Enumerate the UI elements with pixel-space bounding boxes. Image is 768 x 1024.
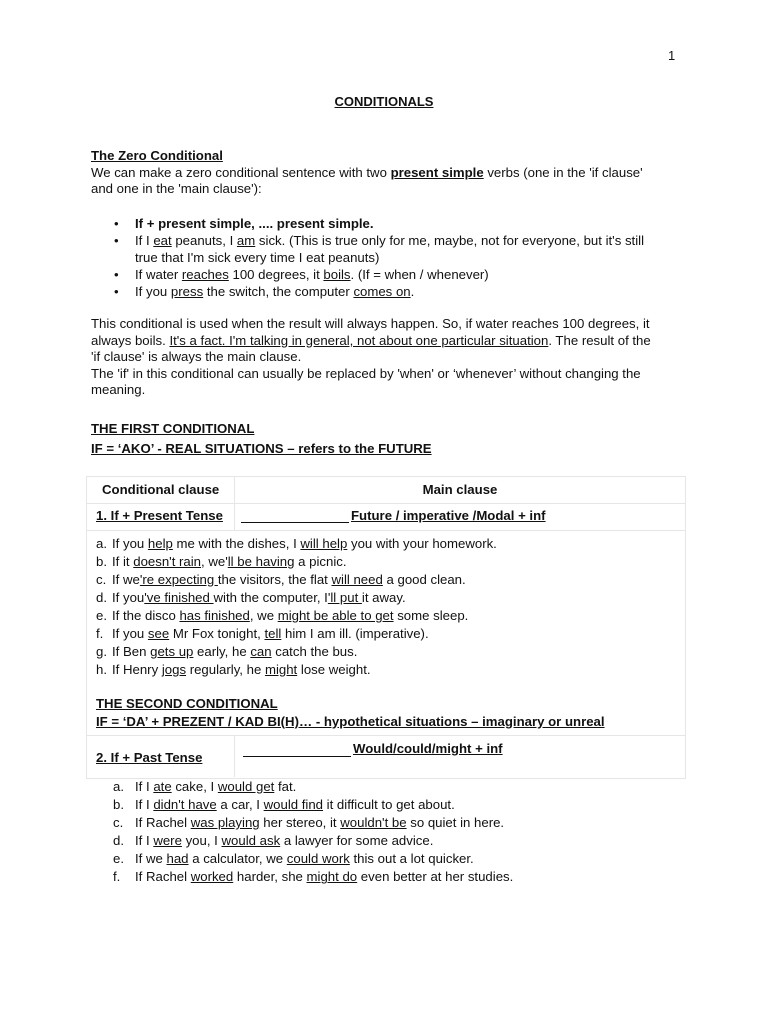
item-marker: d. (113, 833, 124, 849)
verb-form: can (250, 644, 272, 659)
example-text: fat. (274, 779, 297, 794)
item-marker: d. (96, 590, 107, 605)
example-text: a calculator, we (188, 851, 287, 867)
intro-text: and one in the 'main clause'): (91, 181, 262, 197)
example-item (113, 850, 673, 868)
verb-form: jogs (161, 662, 187, 677)
example-text: it difficult to get about. (323, 797, 455, 813)
example-item (113, 778, 673, 796)
example-text: If you (112, 536, 148, 551)
example-text: If I (135, 779, 154, 794)
blank-line (241, 522, 349, 523)
second-conditional-pattern-right: Would/could/might + inf (353, 741, 503, 756)
example-item (96, 661, 676, 679)
column-header-conditional-clause: Conditional clause (102, 482, 220, 497)
item-marker: a. (113, 779, 124, 794)
example-text: If it (112, 554, 134, 569)
list-item: • If water reaches 100 degrees, it boils. (If = when / whenever) (91, 267, 681, 284)
example-item (96, 625, 676, 643)
verb-form: ate (153, 779, 172, 794)
verb-form: didn't have (153, 797, 217, 813)
example-text: you, I (181, 833, 222, 849)
table-divider (86, 503, 685, 504)
verb-form: would get (217, 779, 275, 794)
example-text: early, he (193, 644, 251, 659)
zero-conditional-intro (91, 148, 691, 198)
list-item (91, 216, 681, 233)
verb-form: 've finished (144, 590, 214, 605)
item-marker: c. (113, 815, 124, 831)
example-text: , we (249, 608, 278, 623)
example-text: If the disco (112, 608, 180, 623)
verb-form: 're expecting (139, 572, 218, 587)
example-text: catch the bus. (271, 644, 358, 659)
example-text: you with your homework. (347, 536, 497, 551)
verb-form: were (153, 833, 182, 849)
verb-form: will help (300, 536, 348, 551)
second-conditional-heading: THE SECOND CONDITIONAL (96, 696, 278, 711)
first-conditional-pattern-right: Future / imperative /Modal + inf (351, 508, 546, 523)
second-conditional-headings (96, 696, 696, 730)
verb-form: worked (190, 869, 234, 885)
second-conditional-subheading: IF = ‘DA’ + PREZENT / KAD BI(H)… - hypothetical situations – imaginary or unreal (96, 713, 605, 729)
column-header-main-clause: Main clause (422, 482, 498, 497)
example-text: her stereo, it (259, 815, 341, 831)
verb-form: might do (306, 869, 358, 885)
verb-form: would find (263, 797, 324, 813)
example-text: a car, I (216, 797, 264, 813)
example-text: If you (112, 590, 145, 605)
example-text: If Rachel (135, 815, 191, 831)
verb-form: could work (286, 851, 350, 867)
example-text: some sleep. (393, 608, 469, 623)
example-text: a picnic. (294, 554, 347, 569)
example-item (113, 814, 673, 832)
table-divider (86, 530, 685, 531)
item-marker: c. (96, 572, 107, 587)
verb-form: doesn't rain (133, 554, 202, 569)
item-marker: f. (96, 626, 104, 641)
example-text: lose weight. (297, 662, 371, 677)
intro-bold-term: present simple (390, 164, 484, 180)
verb-form: had (166, 851, 189, 867)
first-conditional-examples (96, 535, 676, 679)
intro-text: verbs (one in the 'if clause' (483, 164, 643, 180)
verb-form: has finished (179, 608, 250, 623)
intro-text: We can make a zero conditional sentence with two (91, 164, 391, 180)
example-text: harder, she (233, 869, 307, 885)
zero-conditional-explanation: This conditional is used when the result will always happen. So, if water reaches 100 degrees, it always boils. It's a fact. I'm talking in general, not about one particular situation. The result of the 'if clause' is always the main clause. The 'if' in this conditional can usually be replaced by 'when' or ‘whenever’ without changing the meaning. (91, 316, 651, 398)
zero-conditional-list (91, 216, 681, 301)
example-text: even better at her studies. (357, 869, 514, 885)
example-text: with the computer, I (213, 590, 328, 605)
first-conditional-pattern-left: 1. If + Present Tense (96, 508, 223, 523)
verb-form: will need (331, 572, 383, 587)
item-marker: e. (96, 608, 107, 623)
verb-form: help (147, 536, 173, 551)
verb-form: would ask (221, 833, 281, 849)
example-text: If we (112, 572, 140, 587)
example-text: cake, I (171, 779, 218, 794)
example-text: If I (135, 833, 154, 849)
item-marker: b. (96, 554, 107, 569)
example-text: If Rachel (135, 869, 191, 885)
list-item: • If I eat peanuts, I am sick. (This is true only for me, maybe, not for everyone, but it's still true that I'm sick every time I eat peanuts) (91, 233, 681, 266)
example-text: him I am ill. (imperative). (281, 626, 429, 641)
example-item (96, 589, 676, 607)
item-marker: a. (96, 536, 107, 551)
second-conditional-pattern-left: 2. If + Past Tense (96, 750, 203, 765)
example-text: so quiet in here. (406, 815, 505, 831)
zero-conditional-heading: The Zero Conditional (91, 148, 223, 163)
table-divider (86, 735, 685, 736)
example-item (96, 535, 676, 553)
verb-form: might (264, 662, 298, 677)
example-item (96, 643, 676, 661)
table-divider (234, 735, 235, 777)
example-text: this out a lot quicker. (349, 851, 474, 867)
second-conditional-examples (113, 778, 673, 887)
example-text: If Ben (112, 644, 151, 659)
example-item (113, 796, 673, 814)
example-text: If I (135, 797, 154, 813)
verb-form: gets up (150, 644, 194, 659)
first-conditional-headings (91, 421, 691, 457)
example-item (96, 571, 676, 589)
item-marker: b. (113, 797, 124, 813)
list-item: • If you press the switch, the computer comes on. (91, 284, 681, 301)
document-title: CONDITIONALS (334, 94, 434, 109)
first-conditional-subheading: IF = ‘AKO’ - REAL SITUATIONS – refers to the FUTURE (91, 440, 432, 456)
example-text: a lawyer for some advice. (280, 833, 434, 849)
verb-form: might be able to get (277, 608, 394, 623)
verb-form: ll be having (227, 554, 295, 569)
item-marker: g. (96, 644, 107, 659)
example-text: , we' (201, 554, 228, 569)
example-item (96, 553, 676, 571)
example-text: a good clean. (382, 572, 466, 587)
example-item (96, 607, 676, 625)
blank-line (243, 756, 351, 757)
verb-form: was playing (190, 815, 260, 831)
first-conditional-heading: THE FIRST CONDITIONAL (91, 421, 255, 436)
page-number: 1 (668, 48, 676, 63)
verb-form: tell (264, 626, 282, 641)
item-marker: h. (96, 662, 107, 677)
formula-text: If + present simple, .... present simple. (135, 216, 374, 231)
example-text: me with the dishes, I (172, 536, 301, 551)
example-text: the visitors, the flat (217, 572, 332, 587)
verb-form: wouldn't be (340, 815, 407, 831)
item-marker: f. (113, 869, 121, 885)
item-marker: e. (113, 851, 124, 867)
example-text: If Henry (112, 662, 162, 677)
example-item (113, 832, 673, 850)
verb-form: 'll put (327, 590, 362, 605)
example-text: If we (135, 851, 167, 867)
example-text: it away. (361, 590, 406, 605)
example-item (113, 868, 673, 886)
example-text: If you (112, 626, 148, 641)
example-text: Mr Fox tonight, (169, 626, 265, 641)
verb-form: see (147, 626, 170, 641)
example-text: regularly, he (186, 662, 265, 677)
